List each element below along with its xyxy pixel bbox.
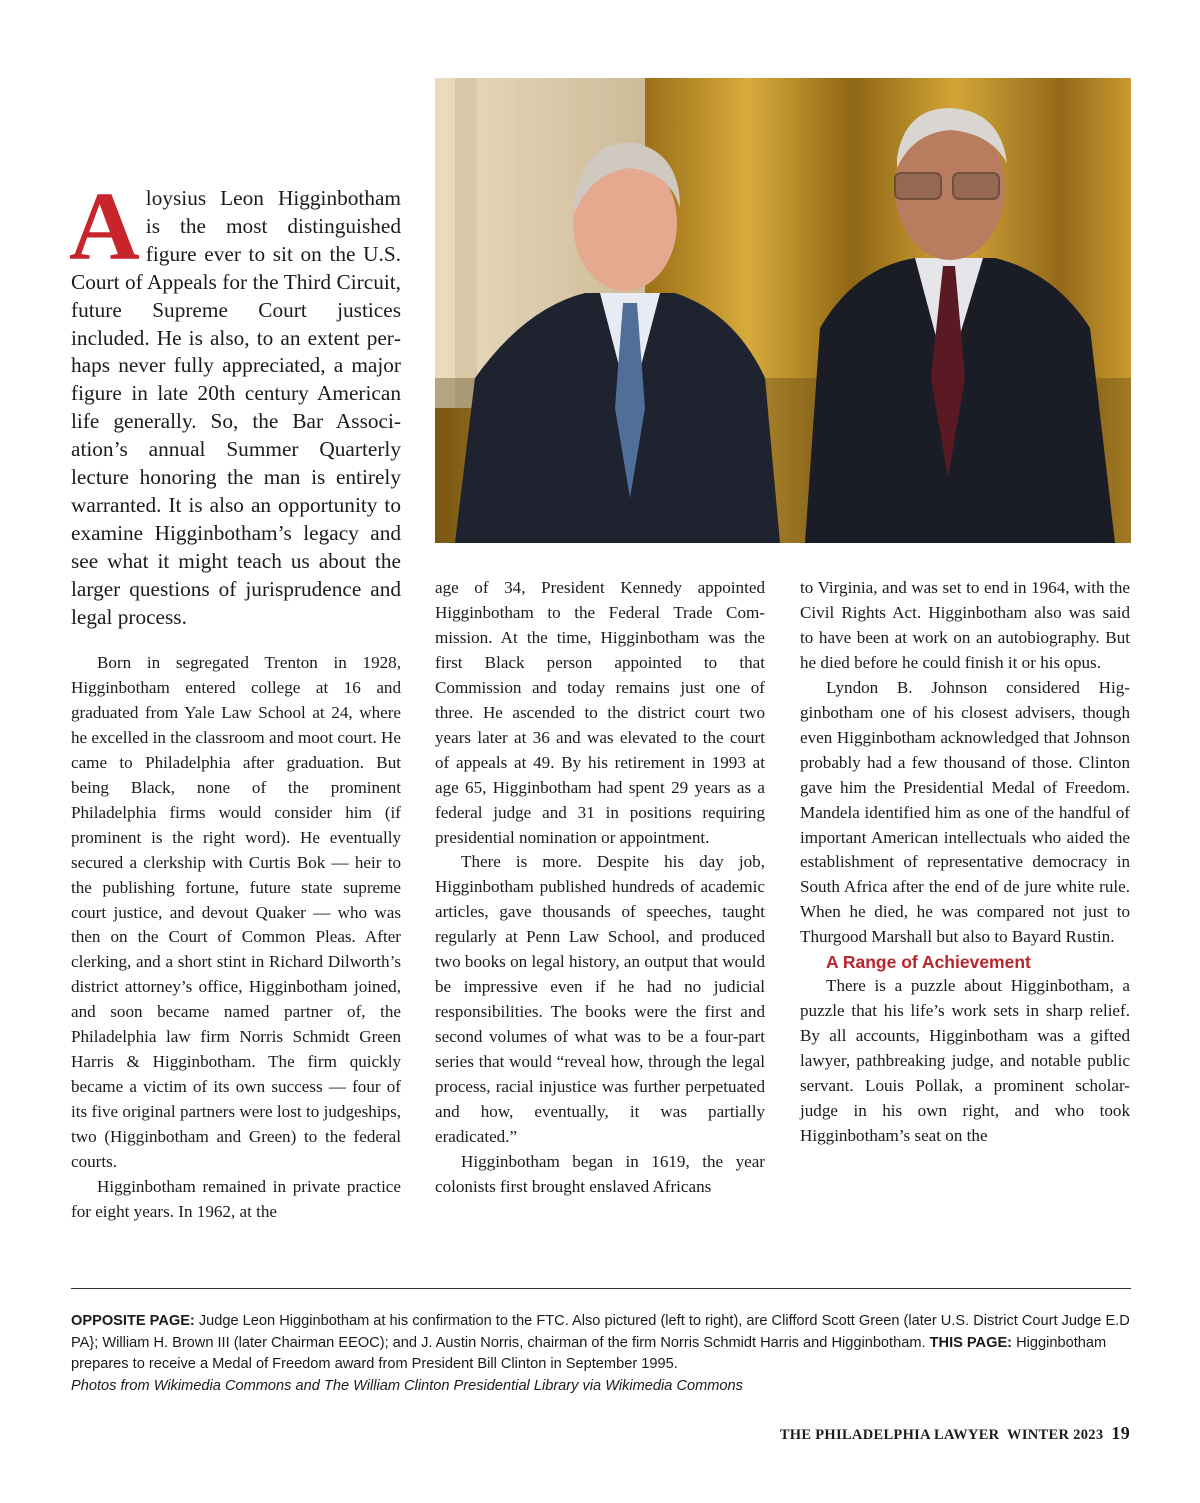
column-2-paragraph-2: There is more. Despite his day job, Higginbotham published hundreds of academic articles, gave thousands of speeches, taught regularly at Penn Law School, and produced two books on legal history, an output that would be impressive even if he had no judicial responsibilities. The books were the first and second volumes of what was to be a four-part series that would “reveal how, through the legal process, racial injustice was further perpetuated and how, eventually, it was partially eradicated.”	[435, 852, 765, 1146]
column-3-paragraph-3: There is a puzzle about Higginbotham, a puzzle that his life’s work sets in sharp relief. By all accounts, Higginbotham was a gifted lawyer, pathbreaking judge, and notable public servant. Louis Pollak, a prominent scholar-judge in his own right, and who took Higginbotham’s seat on the	[800, 976, 1130, 1146]
caption-divider	[71, 1288, 1131, 1289]
photo-credit: Photos from Wikimedia Commons and The William Clinton Presidential Library via Wikimedia Commons	[71, 1378, 743, 1395]
photo-caption	[71, 1311, 1131, 1398]
section-subhead: A Range of Achievement	[826, 952, 1031, 973]
publication-name: THE PHILADELPHIA LAWYER WINTER 2023	[779, 1427, 1104, 1443]
article-photo	[435, 78, 1131, 543]
column-2-paragraph-3: Higginbotham began in 1619, the year colonists first brought enslaved Africans	[435, 1151, 765, 1196]
dropcap-letter: A	[69, 173, 140, 281]
caption-text-opposite-page: Judge Leon Higginbotham at his confirmation to the FTC. Also pictured (left to right), are Clifford Scott Green (later U.S. District Court Judge E.D PA}; William H. Brown III (later Chairman EEOC); and J. Austin Norris, chairman of the firm Norris Schmidt Harris and Higginbotham.	[71, 1313, 1130, 1351]
caption-label-opposite-page: OPPOSITE PAGE:	[71, 1313, 195, 1329]
column-2	[435, 576, 765, 1200]
column-2-paragraph-1: age of 34, President Kennedy appointed Higginbotham to the Federal Trade Commission. At the time, Higginbotham was the first Black person appointed to that Commission and today remains just one of three. He ascended to the district court two years later at 36 and was elevated to the court of appeals at 49. By his retirement in 1993 at age 65, Higginbotham had spent 29 years as a federal judge and 31 in positions requiring presidential nomination or appointment.	[435, 578, 765, 847]
caption-label-this-page: THIS PAGE:	[929, 1334, 1013, 1351]
intro-paragraph	[69, 173, 401, 632]
caption-text-this-page: Higginbotham prepares to receive a Medal of Freedom award from President Bill Clinton in September 1995.	[71, 1334, 1107, 1373]
column-3-paragraph-2: Lyndon B. Johnson considered Higginbotham one of his closest advisers, though even Higginbotham acknowledged that Johnson probably had a few thousand of those. Clinton gave him the Presidential Medal of Freedom. Mandela identified him as one of the handful of important American intellectuals who aided the establishment of representative democracy in South Africa after the end of de jure white rule. When he died, he was compared not just to Thurgood Marshall but also to Bayard Rustin.	[800, 677, 1130, 947]
column-3-paragraph-1: to Virginia, and was set to end in 1964, with the Civil Rights Act. Higginbotham also was said to have been at work on an autobiography. But he died before he could finish it or his opus.	[800, 578, 1130, 672]
page-footer	[780, 1423, 1130, 1444]
column-1-paragraph-2: Higginbotham remained in private practice for eight years. In 1962, at the	[71, 1177, 401, 1221]
column-3	[800, 576, 1130, 1149]
column-1	[71, 651, 401, 1225]
photo-clinton-higginbotham-icon	[435, 78, 1131, 543]
intro-text: loysius Leon Higginbotham is the most distinguished figure ever to sit on the U.S. Court of Appeals for the Third Circuit, future Supreme Court justices included. He is also, to an extent perhaps never fully appreciated, a major figure in late 20th century American life generally. So, the Bar Association’s annual Summer Quarterly lecture honoring the man is entirely warranted. It is also an opportunity to examine Higginbotham’s legacy and see what it might teach us about the larger questions of jurisprudence and legal process.	[71, 186, 401, 629]
page-number: 19	[1111, 1423, 1130, 1443]
column-1-paragraph-1: Born in segregated Trenton in 1928, Higginbotham entered college at 16 and graduated from Yale Law School at 24, where he excelled in the classroom and moot court. He came to Philadelphia after graduation. But being Black, none of the prominent Philadelphia firms would consider him (if prominent is the right word). He eventually secured a clerkship with Curtis Bok — heir to the publishing fortune, future state supreme court justice, and devout Quaker — who was then on the Court of Common Pleas. After clerking, and a short stint in Richard Dilworth’s district attorney’s office, Higginbotham joined, and soon became named partner of, the Philadelphia law firm Norris Schmidt Green Harris & Higginbotham. The firm quickly became a victim of its own success — four of its five original partners were lost to judgeships, two (Higginbotham and Green) to the federal courts.	[71, 653, 401, 1172]
